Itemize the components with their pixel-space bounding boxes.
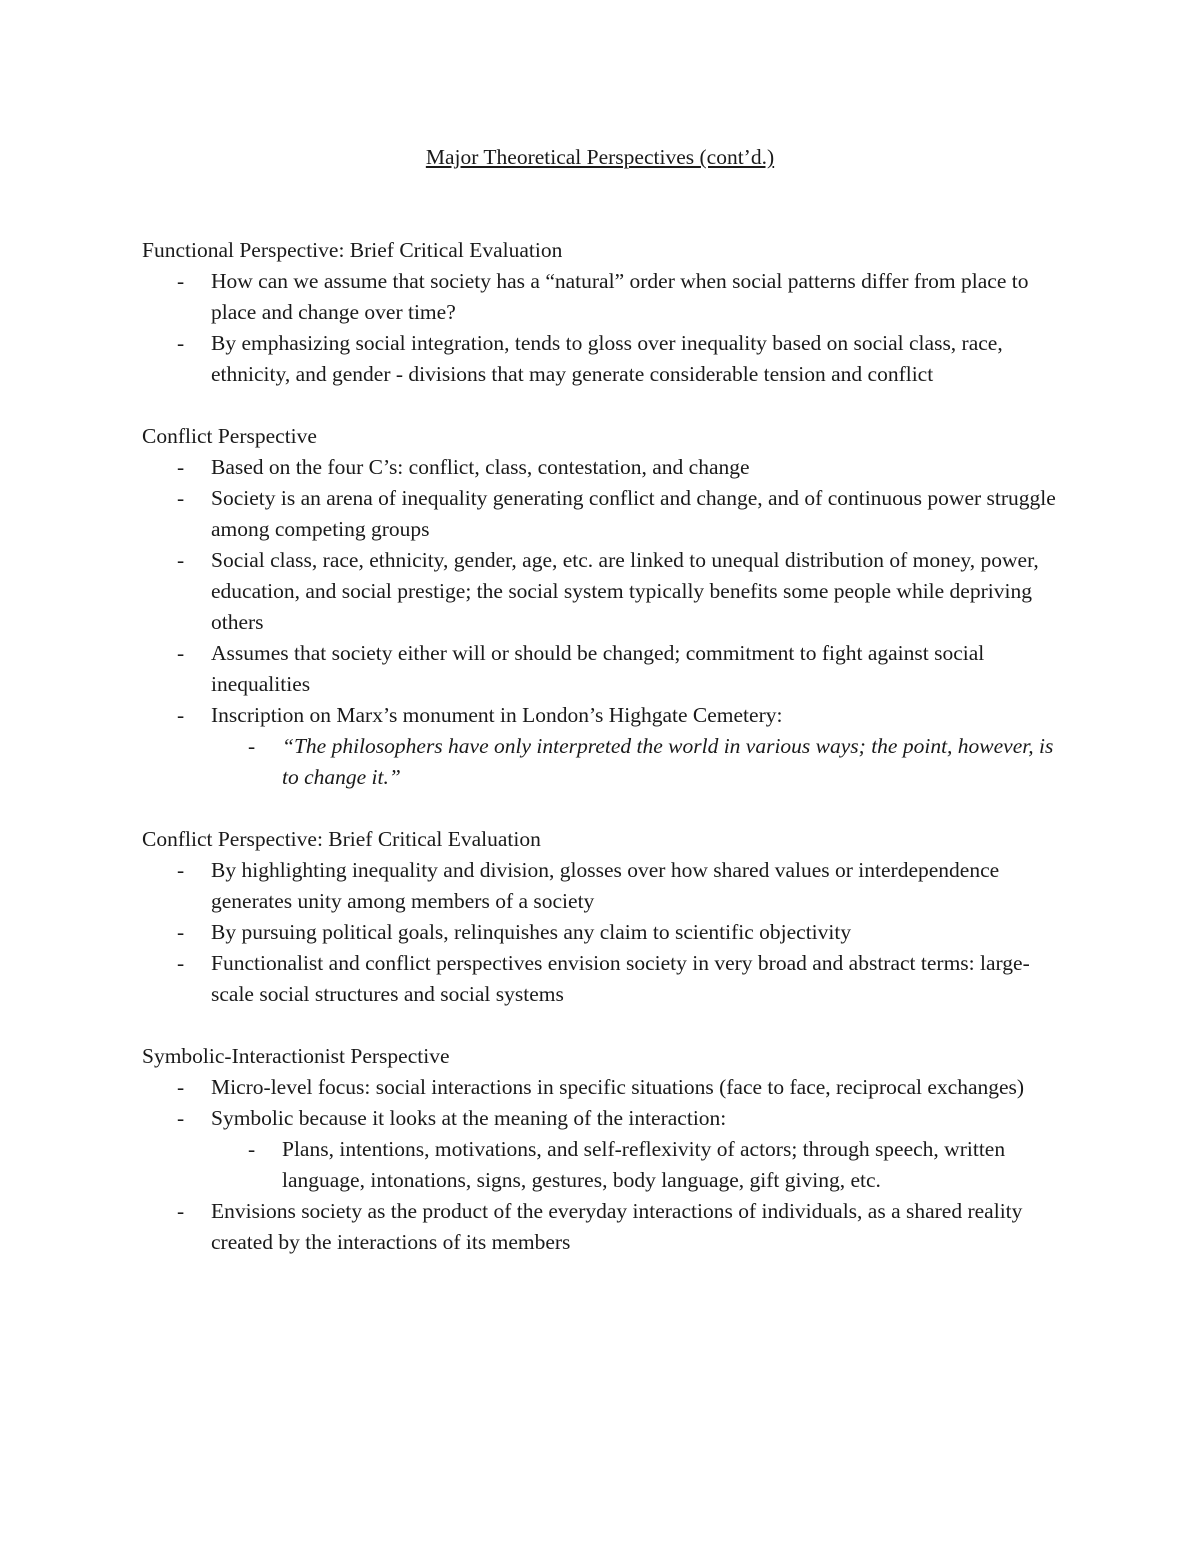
section-symbolic-interactionist xyxy=(142,1041,1070,1258)
bullet-list xyxy=(142,1072,1070,1258)
bullet-list xyxy=(142,855,1070,1010)
list-item: - Social class, race, ethnicity, gender, age, etc. are linked to unequal distribution of money, power, education, and social prestige; the social system typically benefits some people while depriving others xyxy=(211,545,1070,638)
sub-list-item: - Plans, intentions, motivations, and self-reflexivity of actors; through speech, written language, intonations, signs, gestures, body language, gift giving, etc. xyxy=(282,1134,1070,1196)
list-item: - Society is an arena of inequality generating conflict and change, and of continuous power struggle among competing groups xyxy=(211,483,1070,545)
list-item-text: Inscription on Marx’s monument in London’s Highgate Cemetery: xyxy=(211,703,783,727)
list-item: - Functionalist and conflict perspectives envision society in very broad and abstract terms: large-scale social structures and social systems xyxy=(211,948,1070,1010)
list-item: - How can we assume that society has a “natural” order when social patterns differ from place to place and change over time? xyxy=(211,266,1070,328)
sub-bullet-list xyxy=(211,1134,1070,1196)
page-title: Major Theoretical Perspectives (cont’d.) xyxy=(425,145,775,169)
list-item: - Based on the four C’s: conflict, class, contestation, and change xyxy=(211,452,1070,483)
section-heading: Conflict Perspective: Brief Critical Evaluation xyxy=(142,827,541,851)
marx-quote: - “The philosophers have only interpreted the world in various ways; the point, however, is to change it.” xyxy=(282,731,1070,793)
list-item-text: Symbolic because it looks at the meaning of the interaction: xyxy=(211,1106,727,1130)
list-item: - Envisions society as the product of the everyday interactions of individuals, as a shared reality created by the interactions of its members xyxy=(211,1196,1070,1258)
section-heading: Functional Perspective: Brief Critical Evaluation xyxy=(142,238,563,262)
list-item: - Micro-level focus: social interactions in specific situations (face to face, reciprocal exchanges) xyxy=(211,1072,1070,1103)
list-item-with-sublist xyxy=(211,1103,1070,1196)
bullet-list xyxy=(142,452,1070,793)
bullet-list xyxy=(142,266,1070,390)
list-item-with-sublist xyxy=(211,700,1070,793)
list-item: - By pursuing political goals, relinquishes any claim to scientific objectivity xyxy=(211,917,1070,948)
section-heading: Conflict Perspective xyxy=(142,424,317,448)
section-functional-evaluation xyxy=(142,235,1070,390)
list-item: - Assumes that society either will or should be changed; commitment to fight against social inequalities xyxy=(211,638,1070,700)
list-item: - By emphasizing social integration, tends to gloss over inequality based on social class, race, ethnicity, and gender - divisions that may generate considerable tension and conflict xyxy=(211,328,1070,390)
section-conflict-evaluation xyxy=(142,824,1070,1010)
section-heading: Symbolic-Interactionist Perspective xyxy=(142,1044,450,1068)
sub-bullet-list xyxy=(211,731,1070,793)
list-item: - By highlighting inequality and division, glosses over how shared values or interdependence generates unity among members of a society xyxy=(211,855,1070,917)
section-conflict-perspective xyxy=(142,421,1070,793)
